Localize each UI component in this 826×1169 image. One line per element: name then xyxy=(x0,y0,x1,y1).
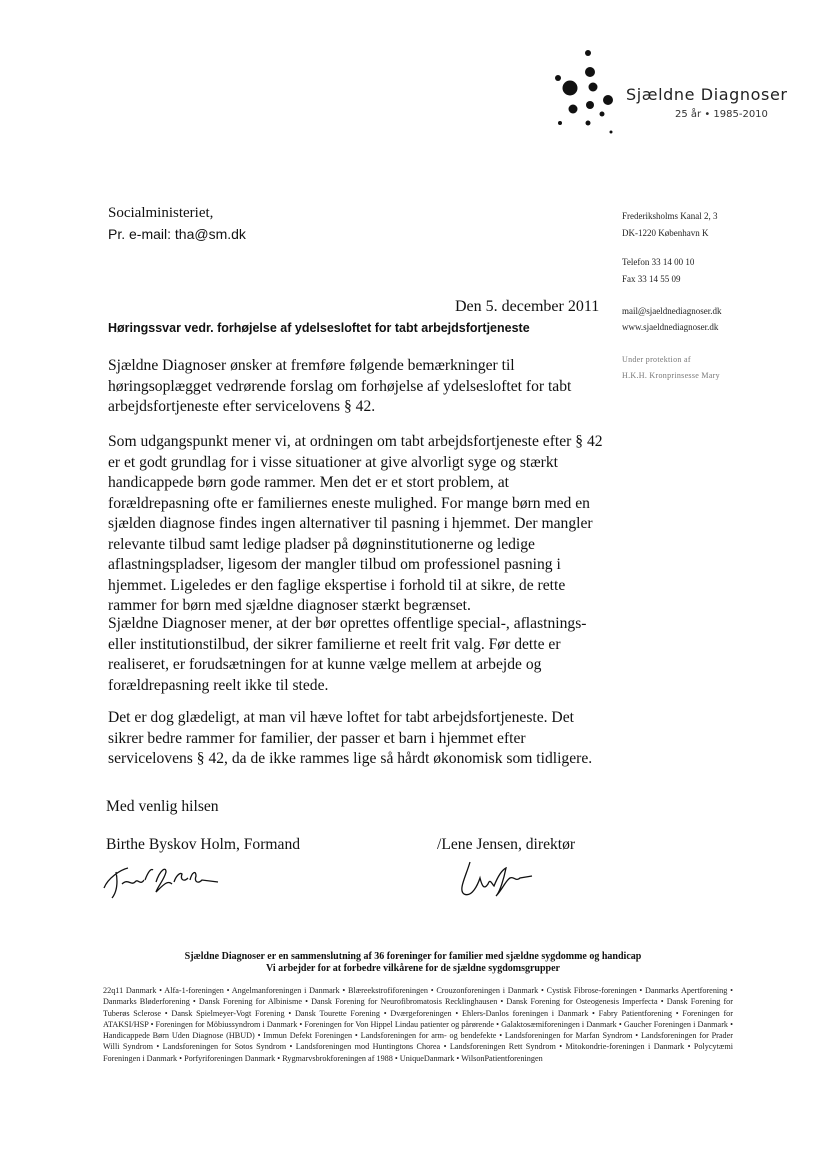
signer-director: /Lene Jensen, direktør xyxy=(437,836,576,853)
letter-date: Den 5. december 2011 xyxy=(455,298,600,315)
organization-logo xyxy=(545,45,788,140)
body-paragraph-2: Som udgangspunkt mener vi, at ordningen om tabt arbejdsfortjeneste efter § 42 er et godt grundlag for i visse situationer at give alvorligt syge og stærkt handicappede børn gode rammer. Men det er et stort problem, at forældrepasning ofte er familiernes eneste mulighed. For mange børn med en sjælden diagnose findes ingen alternativer til pasning i hjemmet. Der mangler relevante tilbud samt ledige pladser på døgninstitutionerne og ledige aflastningspladser, ligesom der mangler tilbud om professionel pasning i hjemmet. Ligeledes er den faglige ekspertise i forhold til at sikre, de rette rammer for børn med sjældne diagnoser stærkt begrænset. xyxy=(108,433,603,614)
footer-tagline-1: Sjældne Diagnoser er en sammenslutning af 36 foreninger for familier med sjældne sygdomme og handicap xyxy=(184,951,642,962)
footer-tagline-2: Vi arbejder for at forbedre vilkårene for de sjældne sygdomsgrupper xyxy=(266,963,560,974)
sender-address-line2: DK-1220 København K xyxy=(622,228,709,238)
recipient-name: Socialministeriet, xyxy=(108,205,214,221)
patron-line2: H.K.H. Kronprinsesse Mary xyxy=(622,371,720,380)
body-paragraph-1: Sjældne Diagnoser ønsker at fremføre følgende bemærkninger til høringsoplægget vedrørende forslag om forhøjelse af ydelsesloftet for tabt arbejdsfortjeneste efter servicelovens § 42. xyxy=(108,357,572,415)
sender-email: mail@sjaeldnediagnoser.dk xyxy=(622,306,722,316)
sender-fax: Fax 33 14 55 09 xyxy=(622,274,681,284)
sender-address-line1: Frederiksholms Kanal 2, 3 xyxy=(622,211,718,221)
dots-logo-icon xyxy=(545,45,625,140)
signature-director-icon xyxy=(452,856,537,901)
body-paragraph-3: Sjældne Diagnoser mener, at der bør oprettes offentlige special-, aflastnings- eller institutionstilbud, der sikrer familierne et reelt frit valg. Før dette er realiseret, er forudsætningen for at kunne vælge mellem at arbejde og forældrepasning reelt ikke til stede. xyxy=(108,615,587,694)
logo-subtitle: 25 år • 1985-2010 xyxy=(675,109,768,120)
member-organizations-list: 22q11 Danmark • Alfa-1-foreningen • Angelmanforeningen i Danmark • Blæreekstrofiforeningen • Crouzonforeningen i Danmark • Cystisk Fibrose-foreningen • Danmarks Apertforening • Danmarks Bløderforening • Dansk Forening for Albinisme • Dansk Forening for Neurofibromatosis Recklinghausen • Dansk Forening for Osteogenesis Imperfecta • Dansk Forening for Tuberøs Sclerose • Dansk Spielmeyer-Vogt Forening • Dansk Tourette Forening • Dværgeforeningen • Ehlers-Danlos foreningen i Danmark • Fabry Patientforening • Foreningen for ATAKSI/HSP • Foreningen for Möbiussyndrom i Danmark • Foreningen for Von Hippel Lindau patienter og pårørende • Galaktosæmiforeningen i Danmark • Gaucher Foreningen i Danmark • Handicappede Børn Uden Diagnose (HBUD) • Immun Defekt Foreningen • Landsforeningen for arm- og bendefekte • Landsforeningen for Marfan Syndrom • Landsforeningen for Prader Willi Syndrom • Landsforeningen for Sotos Syndrom • Landsforeningen mod Huntingtons Chorea • Landsforeningen Rett Syndrom • Mitokondrie-foreningen i Danmark • Polycytæmi Foreningen i Danmark • Porfyriforeningen Danmark • Rygmarvsbrokforeningen af 1988 • UniqueDanmark • WilsonPatientforeningen xyxy=(103,986,733,1063)
patron-line1: Under protektion af xyxy=(622,355,691,364)
sender-website: www.sjaeldnediagnoser.dk xyxy=(622,322,719,332)
logo-name: Sjældne Diagnoser xyxy=(626,85,788,104)
recipient-email: Pr. e-mail: tha@sm.dk xyxy=(108,226,246,242)
signature-chair-icon xyxy=(98,860,223,905)
recipient-block xyxy=(108,203,246,245)
body-paragraph-4: Det er dog glædeligt, at man vil hæve loftet for tabt arbejdsfortjeneste. Det sikrer bedre rammer for familier, der passer et barn i hjemmet efter servicelovens § 42, da de ikke rammes lige så hårdt økonomisk som tidligere. xyxy=(108,709,593,767)
signer-chair: Birthe Byskov Holm, Formand xyxy=(106,836,301,853)
sender-phone: Telefon 33 14 00 10 xyxy=(622,257,695,267)
greeting: Med venlig hilsen xyxy=(106,798,219,815)
letter-subject: Høringssvar vedr. forhøjelse af ydelsesloftet for tabt arbejdsfortjeneste xyxy=(108,321,530,335)
